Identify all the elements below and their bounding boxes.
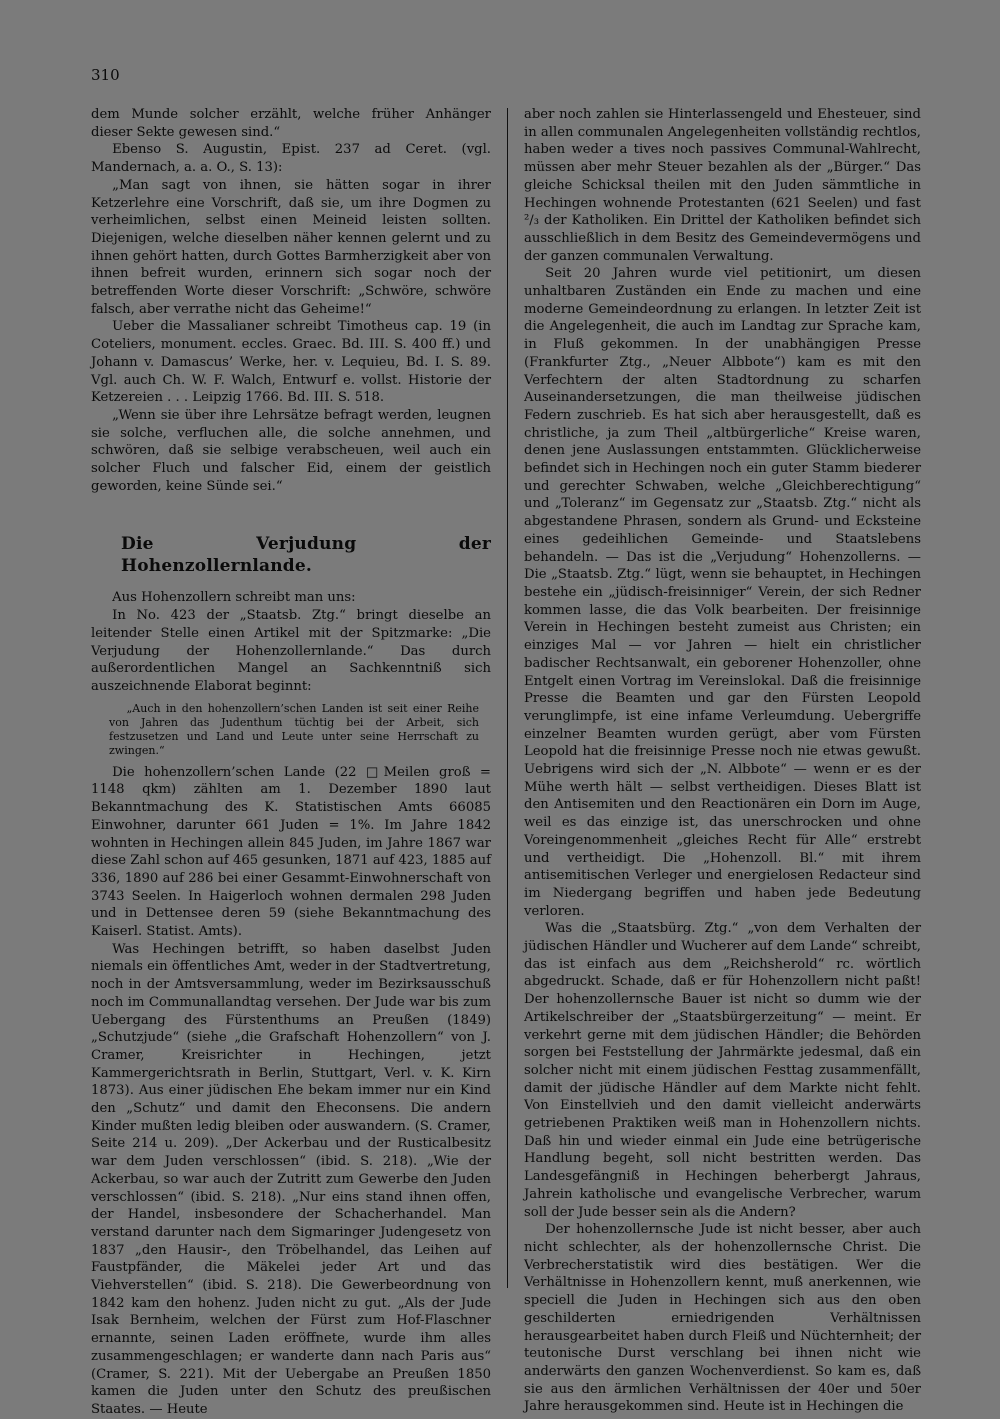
left-column-top-text xyxy=(91,106,491,495)
left-top-paragraph: Ebenso S. Augustin, Epist. 237 ad Ceret. (vgl. Mandernach, a. a. O., S. 13): xyxy=(91,142,491,176)
body-right-paragraph: Was die „Staatsbürg. Ztg.“ „von dem Verhalten der jüdischen Händler und Wucherer auf dem Lande“ schreibt, das ist einfach aus dem „Reichsherold“ rc. wörtlich abgedruckt. Schade, daß er für Hohenzollern nicht paßt! Der hohenzollernsche Bauer ist nicht so dumm wie der Artikelschreiber der „Staatsbürgerzeitung“ — meint. Er verkehrt gerne mit dem jüdischen Händler; die Behörden sorgen bei Feststellung der Jahrmärkte jedesmal, daß ein solcher nicht mit einem jüdischen Festtag zusammenfällt, damit der jüdische Händler auf dem Markte nicht fehlt. Von Einstellvieh und den damit vielleicht anderwärts getriebenen Praktiken weiß man in Hohenzollern nichts. Daß hin und wieder einmal ein Jude eine betrügerische Handlung begeht, soll nicht bestritten werden. Das Landesgefängniß in Hechingen beherbergt Jahraus, Jahrein katholische und evangelische Verbrecher, warum soll der Jude besser sein als die Andern? xyxy=(524,921,921,1220)
intro-paragraph: Aus Hohenzollern schreibt man uns: xyxy=(112,590,356,606)
left-top-paragraph: Ueber die Massalianer schreibt Timotheus cap. 19 (in Coteliers, monument. eccles. Graec. Bd. III. S. 400 ff.) und Johann v. Damascus’ Werke, her. v. Lequieu, Bd. I. S. 89. Vgl. auch Ch. W. F. Walch, Entwurf e. vollst. Historie der Ketzereien . . . Leipzig 1766. Bd. III. S. 518. xyxy=(91,319,491,406)
left-column xyxy=(91,106,491,1419)
left-top-paragraph: dem Munde solcher erzählt, welche früher Anhänger dieser Sekte gewesen sind.“ xyxy=(91,107,491,140)
block-quote xyxy=(109,702,479,758)
body-left-paragraph: Was Hechingen betrifft, so haben daselbst Juden niemals ein öffentliches Amt, weder in der Stadtvertretung, noch in der Amtsversammlung, weder im Bezirksausschuß noch im Communallandtag versehen. Der Jude war bis zum Uebergang des Fürstenthums an Preußen (1849) „Schutzjude“ (siehe „die Grafschaft Hohenzollern“ von J. Cramer, Kreisrichter in Hechingen, jetzt Kammergerichtsrath in Berlin, Stuttgart, Verl. v. K. Kirn 1873). Aus einer jüdischen Ehe bekam immer nur ein Kind den „Schutz“ und damit den Eheconsens. Die andern Kinder mußten ledig bleiben oder auswandern. (S. Cramer, Seite 214 u. 209). „Der Ackerbau und der Rusticalbesitz war dem Juden verschlossen“ (ibid. S. 218). „Wie der Ackerbau, so war auch der Zutritt zum Gewerbe den Juden verschlossen“ (ibid. S. 218). „Nur eins stand ihnen offen, der Handel, insbesondere der Schacherhandel. Man verstand darunter nach dem Sigmaringer Judengesetz von 1837 „den Hausir-, den Tröbelhandel, das Leihen auf Faustpfänder, die Mäkelei jeder Art und das Viehverstellen“ (ibid. S. 218). Die Gewerbeordnung von 1842 kam den hohenz. Juden nicht zu gut. „Als der Jude Isak Bernheim, welchen der Fürst zum Hof-Flaschner ernannte, seinen Laden eröffnete, wurde ihm alles zusammengeschlagen; er wanderte dann nach Paris aus“ (Cramer, S. 221). Mit der Uebergabe an Preußen 1850 kamen die Juden unter den Schutz des preußischen Staates. — Heute xyxy=(91,941,491,1417)
article-body-left xyxy=(91,764,491,1419)
page-number: 310 xyxy=(91,66,120,84)
article-heading: Die Verjudung der Hohenzollernlande. xyxy=(121,534,491,577)
body-left-paragraph: Die hohenzollern’schen Lande (22 □Meilen groß = 1148 qkm) zählten am 1. Dezember 1890 laut Bekanntmachung des K. Statistischen Amts 66085 Einwohner, darunter 661 Juden = 1%. Im Jahre 1842 wohnten in Hechingen allein 845 Juden, im Jahre 1867 war diese Zahl schon auf 465 gesunken, 1871 auf 423, 1885 auf 336, 1890 auf 286 bei einer Gesammt-Einwohnerschaft von 3743 Seelen. In Haigerloch wohnen dermalen 298 Juden und in Dettensee deren 59 (siehe Bekanntmachung des Kaiserl. Statist. Amts). xyxy=(91,764,491,940)
quote-text: „Auch in den hohenzollern’schen Landen ist seit einer Reihe von Jahren das Judenthum tüchtig bei der Arbeit, sich festzusetzen und Land und Leute unter seine Herrschaft zu zwingen.“ xyxy=(109,701,479,757)
intro-paragraph: In No. 423 der „Staatsb. Ztg.“ bringt dieselbe an leitender Stelle einen Artikel mit der Spitzmarke: „Die Verjudung der Hohenzollernlande.“ Das durch außerordentlichen Mangel an Sachkenntniß sich auszeichnende Elaborat beginnt: xyxy=(91,608,491,694)
right-column xyxy=(524,106,921,1416)
body-right-paragraph: Der hohenzollernsche Jude ist nicht besser, aber auch nicht schlechter, als der hohenzollernsche Christ. Die Verbrecherstatistik wird dies bestätigen. Wer die Verhältnisse in Hohenzollern kennt, muß anerkennen, wie speciell die Juden in Hechingen sich aus den oben geschilderten erniedrigenden Verhältnissen herausgearbeitet haben durch Fleiß und Nüchternheit; der teutonische Durst verschlang bei ihnen nicht wie anderwärts den ganzen Wochenverdienst. So kam es, daß sie aus den ärmlichen Verhältnissen der 40er und 50er Jahre herausgekommen sind. Heute ist in Hechingen die xyxy=(524,1222,921,1415)
column-divider xyxy=(507,108,508,1288)
body-right-paragraph: Seit 20 Jahren wurde viel petitionirt, um diesen unhaltbaren Zuständen ein Ende zu machen und eine moderne Gemeindeordnung zu erlangen. In letzter Zeit ist die Angelegenheit, die auch im Landtag zur Sprache kam, in Fluß gekommen. In der unabhängigen Presse (Frankfurter Ztg., „Neuer Albbote“) kam es mit den Verfechtern der alten Stadtordnung zu scharfen Auseinandersetzungen, die man theilweise jüdischen Federn zuschrieb. Es hat sich aber herausgestellt, daß es christliche, ja zum Theil „altbürgerliche“ Kreise waren, denen jene Auslassungen entstammten. Glücklicherweise befindet sich in Hechingen noch ein guter Stamm biederer und gerechter Schwaben, welche „Gleichberechtigung“ und „Toleranz“ im Gegensatz zur „Staatsb. Ztg.“ nicht als abgestandene Phrasen, sondern als Grund- und Ecksteine eines gedeihlichen Gemeinde- und Staatslebens behandeln. — Das ist die „Verjudung“ Hohenzollerns. — Die „Staatsb. Ztg.“ lügt, wenn sie behauptet, in Hechingen bestehe ein „jüdisch-freisinniger“ Verein, der sich Redner kommen lasse, die das Volk bearbeiten. Der freisinnige Verein in Hechingen besteht zumeist aus Christen; ein einziges Mal — vor Jahren — hielt ein christlicher badischer Rechtsanwalt, ein geborener Hohenzoller, ohne Entgelt einen Vortrag im Vereinslokal. Daß die freisinnige Presse die Beamten und gar den Fürsten Leopold verunglimpfe, ist eine infame Verleumdung. Uebergriffe einzelner Beamten wurden gerügt, aber vom Fürsten Leopold hat die freisinnige Presse noch nie etwas gewußt. Uebrigens wird sich der „N. Albbote“ — wenn er es der Mühe werth hält — selbst vertheidigen. Dieses Blatt ist den Antisemiten und den Reactionären ein Dorn im Auge, weil es das einzige ist, das unerschrocken und ohne Voreingenommenheit „gleiches Recht für Alle“ erstrebt und vertheidigt. Die „Hohenzoll. Bl.“ mit ihrem antisemitischen Verleger und energielosen Redacteur sind im Niedergang begriffen und haben jede Bedeutung verloren. xyxy=(524,266,921,919)
article-intro xyxy=(91,589,491,695)
left-top-paragraph: „Wenn sie über ihre Lehrsätze befragt werden, leugnen sie solche, verfluchen alle, die solche annehmen, und schwören, daß sie selbige verabscheuen, weil auch ein solcher Fluch und falscher Eid, einem der geistlich geworden, keine Sünde sei.“ xyxy=(91,407,491,494)
article-body-right xyxy=(524,106,921,1416)
left-top-paragraph: „Man sagt von ihnen, sie hätten sogar in ihrer Ketzerlehre eine Vorschrift, daß sie, um ihre Dogmen zu verheimlichen, selbst einen Meineid leisten sollten. Diejenigen, welche dieselben näher kennen gelernt und zu ihnen gehört hatten, durch Gottes Barmherzigkeit aber von ihnen befreit wurden, erinnern sich sogar noch der betreffenden Worte dieser Vorschrift: „Schwöre, schwöre falsch, aber verrathe nicht das Geheime!“ xyxy=(91,177,491,317)
body-right-paragraph: aber noch zahlen sie Hinterlassengeld und Ehesteuer, sind in allen communalen Angelegenheiten vollständig rechtlos, haben weder a tives noch passives Communal-Wahlrecht, müssen aber mehr Steuer bezahlen als der „Bürger.“ Das gleiche Schicksal theilen mit den Juden sämmtliche in Hechingen wohnende Protestanten (621 Seelen) und fast ²/₃ der Katholiken. Ein Drittel der Katholiken befindet sich ausschließlich in dem Besitz des Gemeindevermögens und der ganzen communalen Verwaltung. xyxy=(524,107,921,264)
